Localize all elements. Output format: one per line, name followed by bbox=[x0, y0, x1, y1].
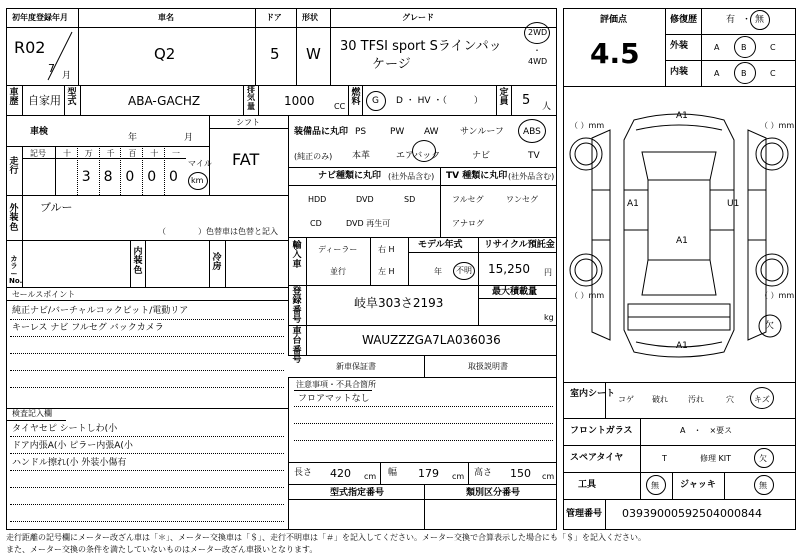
capacity: 5 bbox=[522, 93, 531, 108]
spare-tire-t: T bbox=[662, 454, 667, 463]
max-load-unit: kg bbox=[544, 313, 554, 322]
divider bbox=[209, 128, 288, 129]
divider bbox=[563, 472, 796, 473]
divider bbox=[665, 8, 666, 86]
divider bbox=[6, 287, 288, 288]
tools-none: 無 bbox=[651, 481, 659, 490]
equipment-abs: ABS bbox=[523, 127, 541, 137]
divider bbox=[306, 237, 307, 285]
model-year-unit: 年 bbox=[434, 267, 442, 276]
divider bbox=[294, 440, 553, 441]
footer-note-1: 走行距離の記号欄にメーター改ざん車は「＊」、メーター交換車は「＄」、走行不明車は「＃」を記入してください。メーター交換で合算表示した場合にも「＄」を記入ください。 bbox=[6, 533, 646, 542]
interior-color-label: 内装色 bbox=[133, 247, 143, 276]
control-number-label: 管理番号 bbox=[566, 509, 603, 519]
owner-manual: 取扱説明書 bbox=[468, 362, 508, 371]
interior-grade-label: 内装 bbox=[670, 67, 689, 77]
notes-line-1: フロアマットなし bbox=[298, 394, 370, 404]
interior-grade-c: C bbox=[770, 69, 776, 78]
divider bbox=[478, 237, 479, 285]
divider bbox=[468, 462, 469, 484]
inspector-line-2: ドア内張A(小 ピラー内張A(小 bbox=[12, 441, 133, 451]
fuel-options: D ・ HV ・（ ） bbox=[396, 96, 483, 106]
repair-separator: ・ bbox=[742, 15, 752, 25]
divider bbox=[6, 195, 288, 196]
spare-tire-kit: 修理 KIT bbox=[700, 454, 732, 463]
mile-unit: マイル bbox=[188, 159, 212, 168]
jack-none: 無 bbox=[759, 481, 767, 490]
repaint-note: （ ）色替車は色替と記入 bbox=[158, 227, 278, 236]
divider bbox=[99, 146, 100, 195]
divider bbox=[10, 436, 284, 437]
car-name: Q2 bbox=[154, 45, 176, 63]
import-left-hand: 左 H bbox=[378, 267, 395, 276]
mileage-unit-label: 千 bbox=[106, 149, 115, 158]
exterior-grade-c: C bbox=[770, 43, 776, 52]
car-damage-diagram bbox=[564, 90, 794, 380]
divider bbox=[55, 146, 56, 195]
mileage-unit-label: 十 bbox=[63, 149, 71, 158]
windshield-value: A ・ ×要ス bbox=[680, 426, 733, 435]
tread-rear-right: （ ）mm bbox=[760, 291, 795, 300]
sales-point-line-2: キーレス ナビ フルセグ バックカメラ bbox=[12, 323, 164, 333]
tv-oneseg: ワンセグ bbox=[506, 195, 538, 204]
divider bbox=[10, 504, 284, 505]
divider bbox=[665, 60, 796, 61]
divider bbox=[10, 387, 284, 388]
recycle-fee-label: リサイクル預託金 bbox=[484, 240, 555, 250]
divider bbox=[288, 237, 557, 238]
sheet-hole: 穴 bbox=[726, 395, 734, 404]
divider bbox=[6, 146, 209, 147]
missing-mark: 欠 bbox=[765, 321, 775, 331]
equipment-label: 装備品に丸印 bbox=[294, 127, 349, 137]
divider bbox=[22, 85, 23, 115]
divider bbox=[330, 8, 331, 85]
car-name-label: 車名 bbox=[158, 13, 174, 22]
model-year-unknown: 不明 bbox=[456, 266, 472, 275]
divider bbox=[640, 418, 641, 499]
width-value: 179 bbox=[418, 467, 439, 480]
height-unit: cm bbox=[542, 472, 555, 481]
divider bbox=[563, 382, 796, 383]
sheet-burn: コゲ bbox=[618, 395, 634, 404]
model-code: ABA-GACHZ bbox=[128, 94, 201, 108]
repair-have: 有 bbox=[726, 15, 736, 25]
divider bbox=[6, 300, 288, 301]
tools-label: 工具 bbox=[578, 480, 597, 490]
exterior-grade-b: B bbox=[741, 43, 747, 52]
divider bbox=[511, 85, 512, 115]
mileage-digit: 8 bbox=[103, 169, 113, 185]
mileage-digit: 3 bbox=[81, 169, 91, 185]
divider bbox=[6, 115, 557, 116]
divider bbox=[563, 499, 796, 500]
damage-rear-a1: A1 bbox=[676, 341, 688, 351]
divider bbox=[243, 85, 244, 115]
height-value: 150 bbox=[510, 467, 531, 480]
divider bbox=[6, 27, 557, 28]
model-year-label: モデル年式 bbox=[418, 240, 463, 250]
divider bbox=[209, 240, 210, 287]
equipment-navi: ナビ bbox=[472, 151, 491, 161]
mileage-digit: 0 bbox=[125, 169, 135, 185]
divider bbox=[605, 499, 606, 530]
navi-type-sub: (社外品含む) bbox=[388, 172, 435, 181]
month-unit: 月 bbox=[62, 71, 72, 81]
vehicle-use-label: 車歴 bbox=[9, 88, 19, 108]
sheet-tear: 破れ bbox=[652, 395, 668, 404]
divider bbox=[288, 377, 289, 462]
tread-rear-left: （ ）mm bbox=[570, 291, 605, 300]
divider bbox=[22, 195, 23, 287]
exterior-grade-a: A bbox=[714, 43, 720, 52]
divider bbox=[362, 85, 363, 115]
repair-history-label: 修復歴 bbox=[670, 15, 698, 25]
mileage-digit: 0 bbox=[169, 169, 178, 185]
divider bbox=[22, 146, 23, 195]
inspector-label: 検査記入欄 bbox=[12, 409, 52, 418]
navi-hdd: HDD bbox=[308, 195, 327, 204]
divider bbox=[255, 8, 256, 85]
divider bbox=[209, 115, 210, 195]
import-label: 輸入車 bbox=[292, 241, 302, 270]
import-dealer: ディーラー bbox=[318, 245, 358, 254]
first-registration-month: 7 bbox=[48, 62, 55, 75]
navi-dvd: DVD bbox=[356, 195, 374, 204]
divider bbox=[665, 34, 796, 35]
footer-note-2: また、メーター交換の条件を満たしていないものはメーター改ざん車扱いとなります。 bbox=[6, 545, 318, 554]
mileage-label: 走行 bbox=[9, 157, 19, 177]
divider bbox=[370, 237, 371, 285]
navi-dvd-player: DVD 再生可 bbox=[346, 219, 391, 228]
drive-2wd: 2WD bbox=[528, 28, 548, 37]
divider bbox=[563, 445, 796, 446]
door-label: ドア bbox=[266, 13, 282, 22]
recycle-fee: 15,250 bbox=[488, 262, 530, 276]
recycle-yen: 円 bbox=[544, 268, 552, 277]
divider bbox=[348, 85, 349, 115]
divider bbox=[424, 484, 425, 530]
inspection-year: 年 bbox=[128, 133, 138, 143]
divider bbox=[701, 8, 702, 86]
divider bbox=[288, 115, 289, 355]
repair-none: 無 bbox=[755, 15, 765, 25]
divider bbox=[563, 86, 796, 87]
divider bbox=[294, 406, 553, 407]
navi-sd: SD bbox=[404, 195, 416, 204]
divider bbox=[78, 8, 79, 85]
divider bbox=[288, 499, 557, 500]
divider bbox=[605, 382, 606, 418]
divider bbox=[288, 285, 557, 286]
divider bbox=[6, 420, 66, 421]
chassis-label: 車台番号 bbox=[292, 327, 302, 366]
divider bbox=[10, 453, 284, 454]
divider bbox=[478, 298, 557, 299]
displacement-unit: CC bbox=[334, 102, 346, 111]
divider bbox=[672, 472, 673, 499]
divider bbox=[130, 240, 131, 287]
divider bbox=[380, 462, 381, 484]
score-label: 評価点 bbox=[600, 15, 628, 25]
control-number: 03939000592504000844 bbox=[622, 507, 762, 520]
tv-type-sub: (社外品含む) bbox=[508, 172, 555, 181]
divider bbox=[10, 336, 284, 337]
navi-cd: CD bbox=[310, 219, 322, 228]
interior-grade-a: A bbox=[714, 69, 720, 78]
equipment-sub: (純正のみ) bbox=[294, 152, 333, 161]
divider bbox=[724, 472, 725, 499]
damage-front-a1: A1 bbox=[676, 111, 688, 121]
drive-4wd: 4WD bbox=[528, 57, 548, 66]
km-unit: km bbox=[191, 176, 204, 185]
mileage-unit-label: 一 bbox=[172, 149, 180, 158]
mileage-mark-label: 記号 bbox=[30, 149, 46, 158]
equipment-aw: AW bbox=[424, 127, 439, 137]
divider bbox=[296, 8, 297, 85]
divider bbox=[424, 355, 425, 377]
exterior-color: ブルー bbox=[40, 201, 73, 214]
windshield-label: フロントガラス bbox=[570, 426, 633, 436]
divider bbox=[10, 353, 284, 354]
divider bbox=[306, 285, 307, 355]
divider bbox=[80, 85, 81, 115]
equipment-sunroof: サンルーフ bbox=[460, 127, 504, 137]
class-number-label: 類別区分番号 bbox=[466, 488, 521, 498]
length-value: 420 bbox=[330, 467, 351, 480]
type-designation-label: 型式指定番号 bbox=[330, 488, 385, 498]
divider bbox=[22, 158, 186, 159]
tread-front-left: （ ）mm bbox=[570, 121, 605, 130]
equipment-pw: PW bbox=[390, 127, 405, 137]
divider bbox=[408, 237, 409, 285]
inspection-label: 車検 bbox=[30, 127, 49, 137]
inspector-line-3: ハンドル擦れ(小 外装小傷有 bbox=[12, 458, 127, 468]
new-car-warranty: 新車保証書 bbox=[336, 362, 376, 371]
divider bbox=[10, 521, 284, 522]
width-unit: cm bbox=[452, 472, 465, 481]
equipment-airbag: エアバック bbox=[396, 151, 441, 161]
sheet-stain: 汚れ bbox=[688, 395, 704, 404]
registration-number: 岐阜303さ2193 bbox=[354, 296, 444, 310]
shift-type: FAT bbox=[232, 150, 260, 169]
interior-grade-b: B bbox=[741, 69, 747, 78]
spare-tire-missing: 欠 bbox=[759, 454, 767, 463]
equipment-tv: TV bbox=[528, 151, 540, 161]
door-count: 5 bbox=[270, 45, 280, 63]
divider bbox=[10, 487, 284, 488]
inspector-line-1: タイヤセピ シートしわ(小 bbox=[12, 424, 118, 434]
divider bbox=[164, 146, 165, 195]
mileage-digit: 0 bbox=[147, 169, 157, 185]
divider bbox=[64, 85, 65, 115]
interior-sheet-label: 室内シート bbox=[570, 389, 616, 399]
model-label: 型式 bbox=[67, 88, 77, 108]
shape-label: 形状 bbox=[302, 13, 318, 22]
divider bbox=[6, 240, 288, 241]
divider bbox=[120, 146, 121, 195]
divider bbox=[440, 167, 441, 237]
divider bbox=[288, 484, 557, 485]
equipment-leather: 本革 bbox=[352, 151, 371, 161]
registration-label: 登録番号 bbox=[292, 287, 302, 326]
divider bbox=[77, 146, 78, 195]
fuel-gasoline: G bbox=[372, 96, 379, 106]
notes-label: 注意事項・不具合箇所 bbox=[296, 380, 376, 389]
damage-right-u1: U1 bbox=[727, 199, 740, 209]
tread-front-right: （ ）mm bbox=[760, 121, 795, 130]
inspection-month: 月 bbox=[184, 133, 194, 143]
length-unit: cm bbox=[364, 472, 377, 481]
divider bbox=[294, 390, 372, 391]
first-registration-label: 初年度登録年月 bbox=[12, 13, 68, 22]
first-registration-era: R02 bbox=[14, 38, 46, 57]
divider bbox=[496, 85, 497, 115]
tv-analog: アナログ bbox=[452, 219, 484, 228]
divider bbox=[288, 377, 557, 378]
grade-label: グレード bbox=[402, 13, 434, 22]
capacity-label: 定員 bbox=[499, 88, 509, 108]
mileage-unit-label: 百 bbox=[128, 149, 137, 158]
sales-point-label: セールスポイント bbox=[12, 290, 76, 299]
divider bbox=[145, 240, 146, 287]
divider bbox=[288, 185, 557, 186]
damage-mid-a1: A1 bbox=[676, 236, 688, 246]
spare-tire-label: スペアタイヤ bbox=[570, 453, 624, 463]
fuel-label: 燃料 bbox=[351, 88, 361, 108]
width-label: 幅 bbox=[388, 468, 398, 478]
damage-left-a1: A1 bbox=[627, 199, 639, 209]
exterior-grade-label: 外装 bbox=[670, 41, 689, 51]
exterior-color-label: 外装色 bbox=[9, 204, 19, 233]
divider bbox=[288, 462, 557, 463]
body-shape: W bbox=[306, 45, 321, 63]
score-value: 4.5 bbox=[590, 37, 640, 70]
max-load-label: 最大積載量 bbox=[492, 287, 538, 297]
divider bbox=[563, 418, 796, 419]
divider bbox=[294, 423, 553, 424]
grade-line-2: ケージ bbox=[372, 57, 411, 72]
height-label: 高さ bbox=[474, 468, 493, 478]
air-conditioner-label: 冷房 bbox=[212, 253, 222, 273]
divider bbox=[288, 355, 557, 356]
airbag-circle bbox=[412, 140, 436, 162]
divider bbox=[10, 470, 284, 471]
tv-type-label: TV 種類に丸印 bbox=[446, 171, 508, 181]
chassis-number: WAUZZZGA7LA036036 bbox=[362, 333, 501, 347]
capacity-unit: 人 bbox=[542, 102, 552, 112]
divider bbox=[225, 240, 226, 287]
divider bbox=[288, 167, 557, 168]
divider bbox=[10, 319, 284, 320]
divider bbox=[142, 146, 143, 195]
divider bbox=[408, 252, 557, 253]
vehicle-use: 自家用 bbox=[28, 94, 61, 107]
divider bbox=[478, 285, 479, 325]
shift-label: シフト bbox=[236, 118, 260, 127]
mileage-unit-label: 万 bbox=[84, 149, 93, 158]
navi-type-label: ナビ種類に丸印 bbox=[318, 171, 382, 181]
divider bbox=[258, 85, 259, 115]
divider bbox=[10, 370, 284, 371]
jack-label: ジャッキ bbox=[680, 480, 716, 490]
equipment-ps: PS bbox=[355, 127, 367, 137]
divider bbox=[288, 325, 557, 326]
mileage-unit-label: 十 bbox=[150, 149, 159, 158]
sales-point-line-1: 純正ナビ/バーチャルコックピット/電動リア bbox=[12, 306, 189, 316]
divider bbox=[6, 85, 557, 86]
grade-line-1: 30 TFSI sport Sラインパッ bbox=[340, 39, 502, 54]
displacement-label: 排気量 bbox=[247, 85, 255, 111]
import-parallel: 並行 bbox=[330, 267, 346, 276]
drive-separator: ・ bbox=[533, 46, 541, 55]
length-label: 長さ bbox=[294, 468, 313, 478]
sheet-scratch: キズ bbox=[754, 395, 770, 404]
import-right-hand: 右 H bbox=[378, 245, 395, 254]
divider bbox=[288, 462, 289, 530]
color-number-label: カラー No. bbox=[9, 255, 23, 286]
displacement: 1000 bbox=[284, 94, 315, 108]
tv-fullseg: フルセグ bbox=[452, 195, 484, 204]
